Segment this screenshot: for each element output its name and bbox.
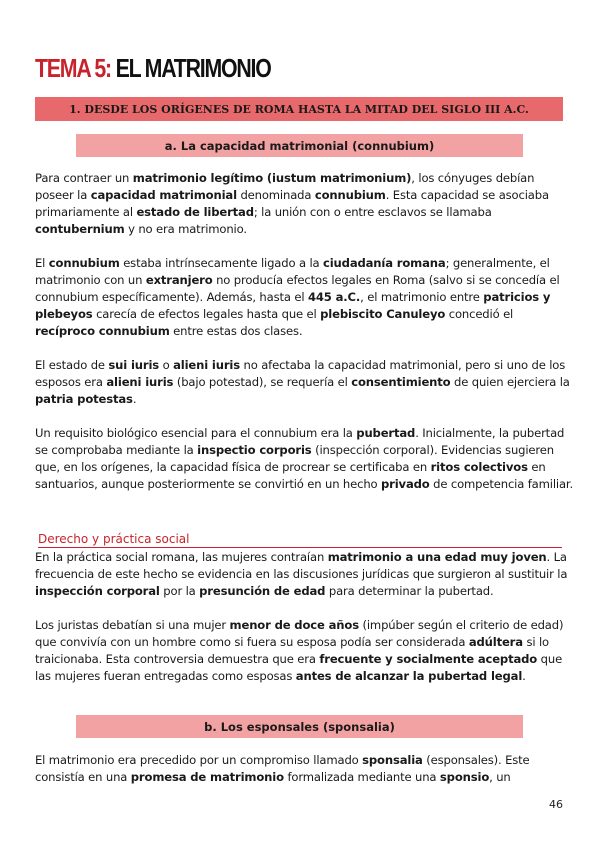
text-run: , un: [489, 770, 511, 785]
bold-term: alieni iuris: [106, 375, 174, 390]
bold-term: inspectio corporis: [197, 443, 312, 458]
subheading-derecho-text: Derecho y práctica social: [38, 532, 190, 546]
subsection-heading-a: [76, 134, 523, 157]
bold-term: ciudadanía romana: [323, 256, 446, 270]
section-heading-1: [35, 97, 563, 121]
bold-term: adúltera: [468, 635, 523, 650]
text-run: Un requisito biológico esencial para el connubium era la: [35, 426, 357, 440]
subsection-heading-a-text: a. La capacidad matrimonial (connubium): [164, 138, 435, 153]
text-run: .: [522, 669, 526, 684]
subheading-derecho: [38, 532, 562, 548]
bold-term: pubertad: [356, 426, 416, 440]
text-run: .: [132, 392, 137, 407]
text-run: El estado de: [35, 358, 109, 372]
text-run: (bajo potestad), se requería el: [173, 375, 352, 390]
bold-term: promesa de matrimonio: [130, 770, 284, 785]
paragraph-3: [35, 357, 575, 408]
paragraph-1: [35, 170, 575, 238]
text-run: , los cónyuges debían poseer la: [35, 171, 535, 203]
text-run: carecía de efectos legales hasta que el: [92, 307, 321, 322]
bold-term: contubernium: [35, 222, 125, 237]
bold-term: frecuente y socialmente aceptado: [319, 652, 538, 667]
bold-term: extranjero: [145, 273, 213, 288]
bold-term: matrimonio legítimo (iustum matrimonium): [132, 171, 412, 185]
title-name: EL MATRIMONIO: [115, 53, 271, 83]
page-title: [35, 53, 271, 84]
text-run: . Inicialmente, la pubertad se comprobaba mediante la: [35, 426, 565, 458]
bold-term: connubium: [314, 188, 386, 203]
bold-term: presunción de edad: [199, 584, 326, 599]
bold-term: antes de alcanzar la pubertad legal: [295, 669, 523, 684]
text-run: para determinar la pubertad.: [325, 584, 494, 599]
text-run: entre estas dos clases.: [169, 324, 303, 339]
text-run: (esponsales). Este consistía en una: [35, 753, 530, 785]
bold-term: menor de doce años: [229, 618, 359, 632]
text-run: denominada: [236, 188, 315, 203]
paragraph-5: [35, 549, 575, 600]
text-run: Los juristas debatían si una mujer: [35, 618, 230, 632]
text-run: El: [35, 256, 49, 270]
bold-term: sui iuris: [108, 358, 160, 372]
bold-term: patricios y plebeyos: [35, 290, 551, 322]
bold-term: estado de libertad: [136, 205, 254, 220]
bold-term: consentimiento: [351, 375, 451, 390]
text-run: ; generalmente, el matrimonio con un: [35, 256, 550, 288]
text-run: (impúber según el criterio de edad) que convivía con un hombre como si fuera su esposa podía ser considerada: [35, 618, 564, 650]
bold-term: matrimonio a una edad muy joven: [327, 550, 547, 564]
text-run: estaba intrínsecamente ligado a la: [119, 256, 324, 270]
text-run: de quien ejerciera la: [450, 375, 570, 390]
text-run: . Esta capacidad se asociaba primariamente al: [35, 188, 549, 220]
text-run: que las mujeres fueran entregadas como esposas: [35, 652, 563, 684]
text-run: de competencia familiar.: [429, 477, 574, 492]
text-run: no afectaba la capacidad matrimonial, pero si uno de los esposos era: [35, 358, 566, 390]
bold-term: inspección corporal: [35, 584, 160, 599]
text-run: concedió el: [445, 307, 514, 322]
paragraph-7: [35, 752, 575, 786]
bold-term: capacidad matrimonial: [90, 188, 237, 203]
subsection-heading-b: [76, 715, 523, 738]
text-run: o: [159, 358, 174, 372]
bold-term: connubium: [48, 256, 120, 270]
text-run: si lo traicionaba. Esta controversia demuestra que era: [35, 635, 549, 667]
text-run: y no era matrimonio.: [124, 222, 247, 237]
title-prefix: TEMA 5:: [35, 53, 111, 83]
page-number: 46: [549, 798, 563, 811]
bold-term: sponsalia: [362, 753, 423, 767]
text-run: El matrimonio era precedido por un compromiso llamado: [35, 753, 363, 767]
subsection-heading-b-text: b. Los esponsales (sponsalia): [204, 719, 395, 734]
text-run: formalizada mediante una: [283, 770, 440, 785]
bold-term: recíproco connubium: [35, 324, 170, 339]
paragraph-4: [35, 425, 575, 493]
paragraph-2: [35, 255, 575, 340]
bold-term: alieni iuris: [173, 358, 240, 372]
text-run: por la: [159, 584, 200, 599]
bold-term: plebiscito Canuleyo: [320, 307, 446, 322]
bold-term: patria potestas: [35, 392, 133, 407]
text-run: no producía efectos legales en Roma (salvo si se concedía el connubium específicamente). Además, hasta el: [35, 273, 560, 305]
bold-term: 445 a.C.: [307, 290, 361, 305]
text-run: Para contraer un: [35, 171, 133, 185]
text-run: . La frecuencia de este hecho se evidencia en las discusiones jurídicas que surgieron al sustituir la: [35, 550, 568, 582]
text-run: , el matrimonio entre: [360, 290, 484, 305]
text-run: En la práctica social romana, las mujeres contraían: [35, 550, 328, 564]
bold-term: privado: [381, 477, 430, 492]
bold-term: ritos colectivos: [430, 460, 528, 475]
text-run: (inspección corporal). Evidencias sugieren que, en los orígenes, la capacidad física de procrear se certificaba en: [35, 443, 554, 475]
text-run: ; la unión con o entre esclavos se llamaba: [253, 205, 492, 220]
text-run: en santuarios, aunque posteriormente se convirtió en un hecho: [35, 460, 546, 492]
paragraph-6: [35, 617, 575, 685]
bold-term: sponsio: [439, 770, 490, 785]
section-heading-1-text: 1. DESDE LOS ORÍGENES DE ROMA HASTA LA MITAD DEL SIGLO III A.C.: [69, 102, 529, 116]
